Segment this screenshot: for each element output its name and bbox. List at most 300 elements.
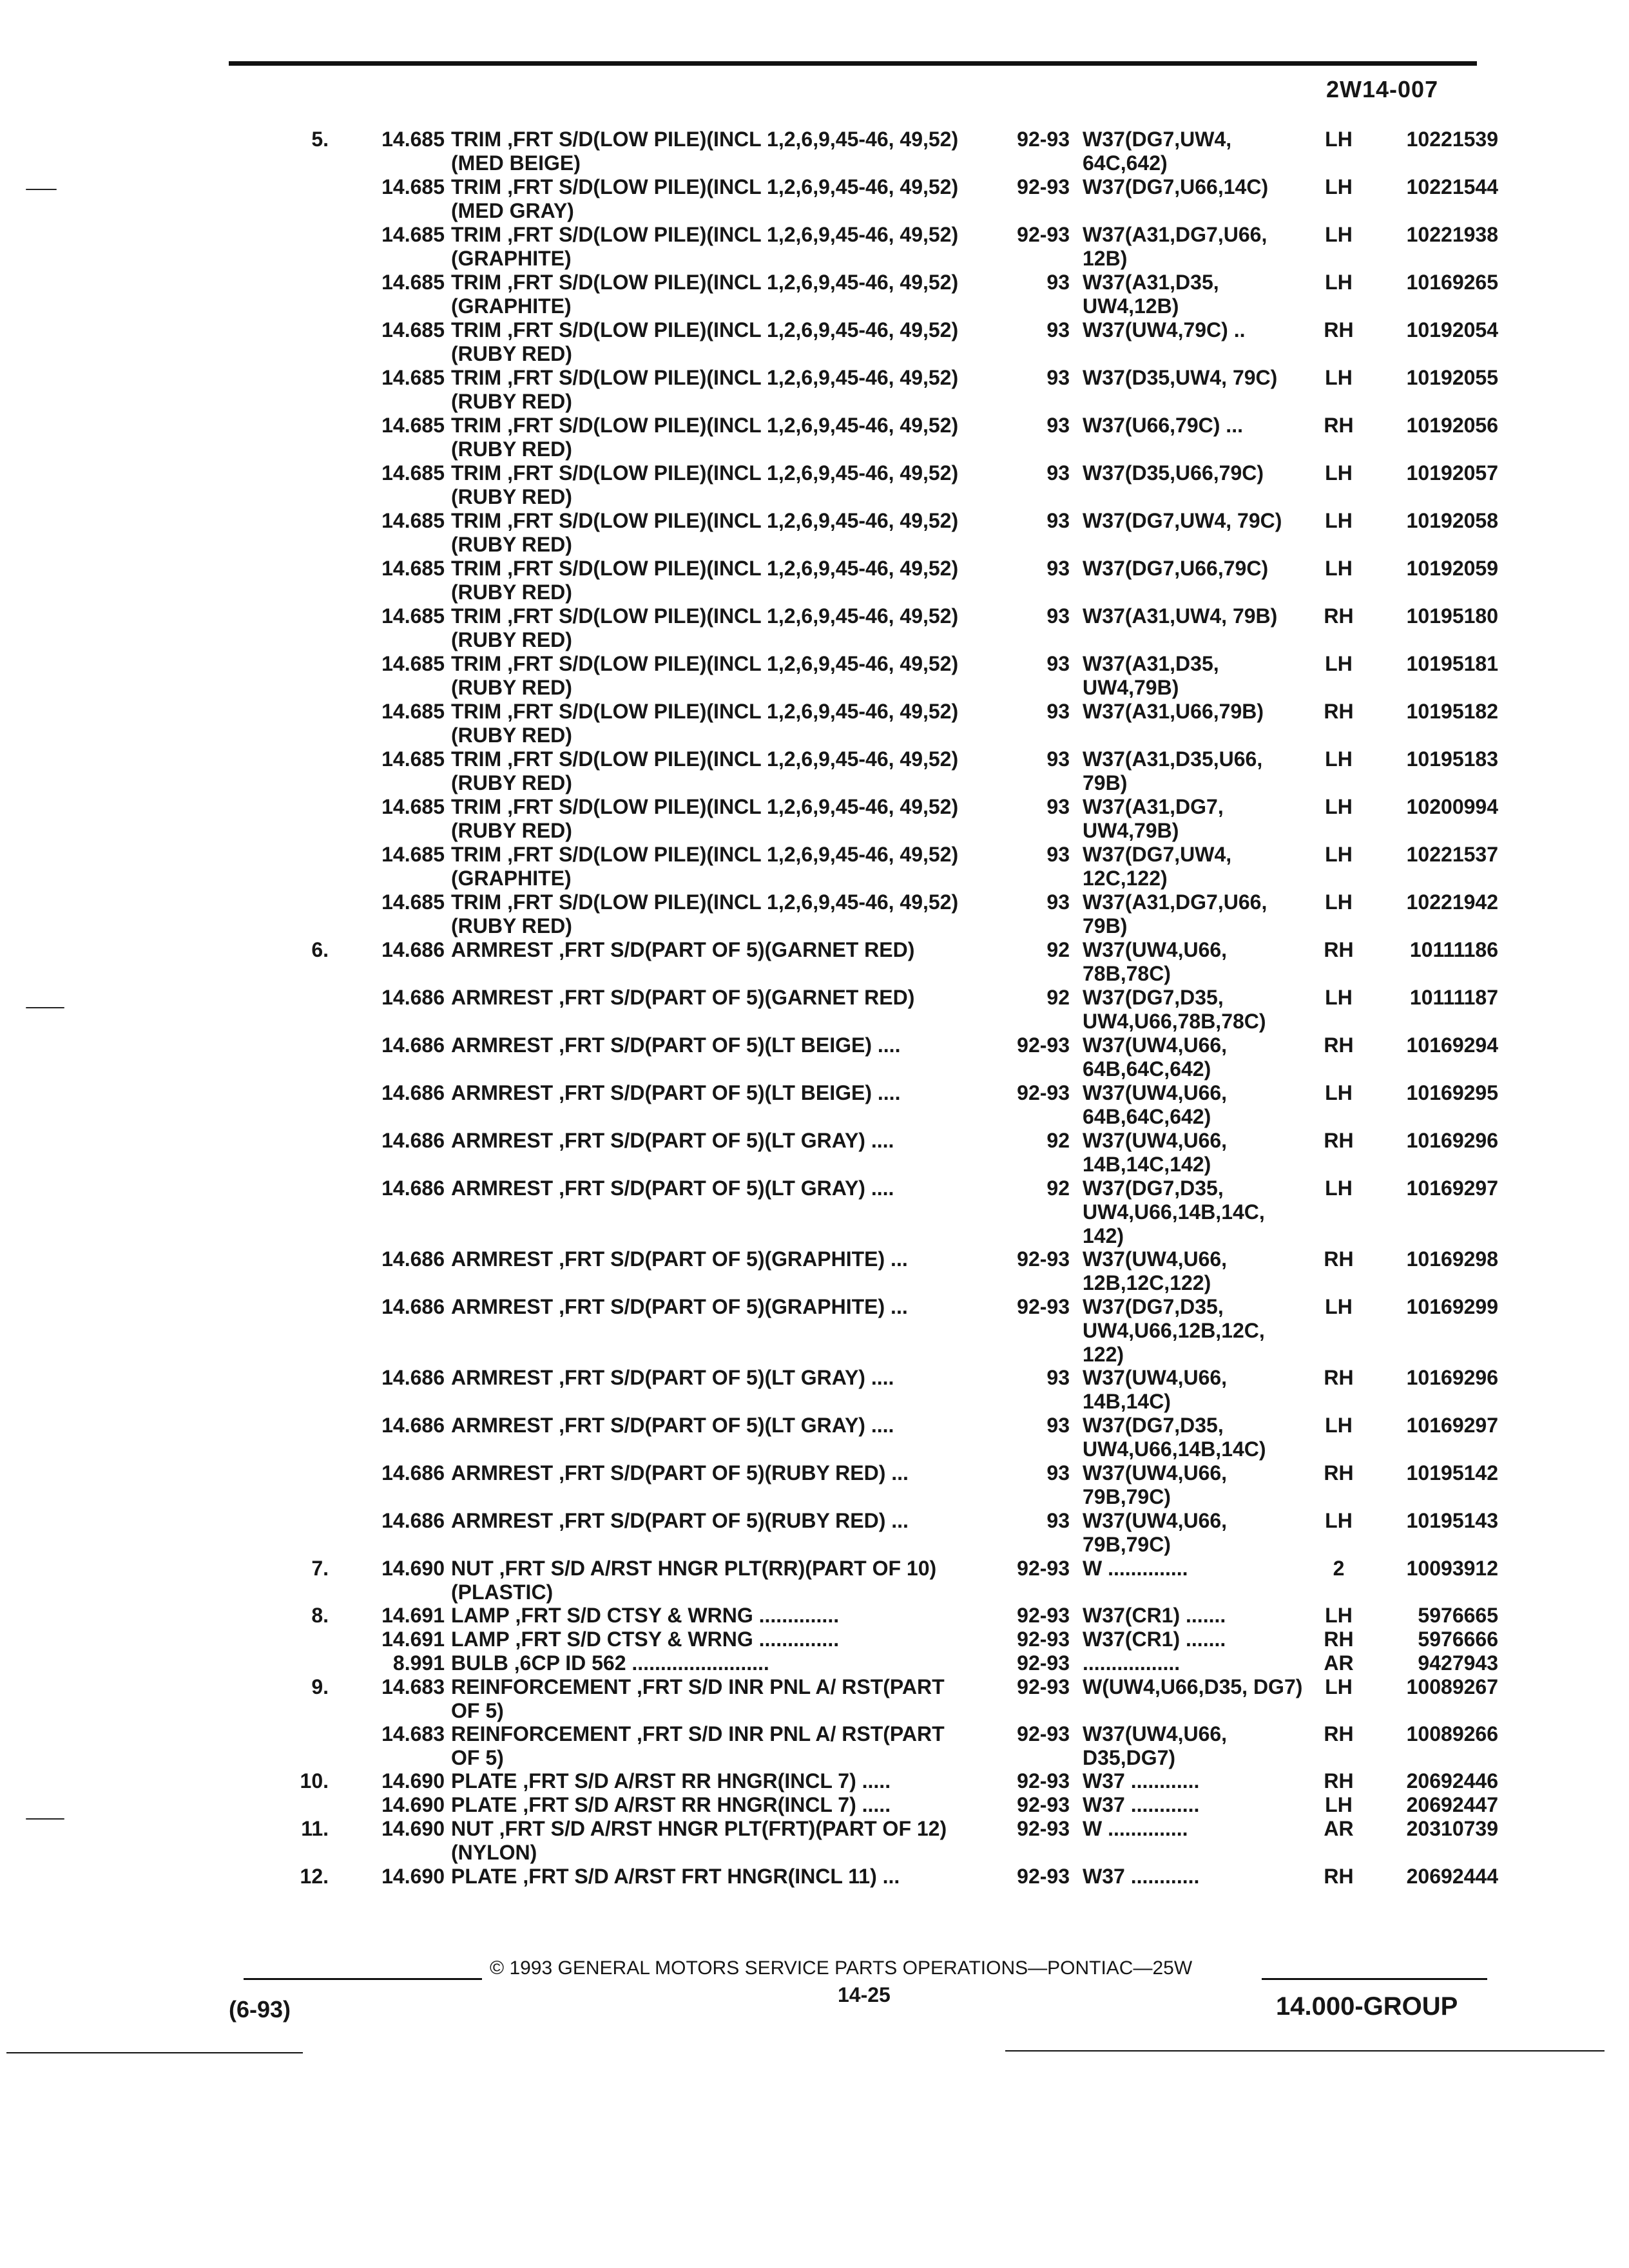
model-years: 92-93 (1017, 1295, 1070, 1318)
usage-codes: W37(DG7,UW4, 64C,642) (1083, 128, 1232, 175)
side: LH (1325, 795, 1353, 818)
description (451, 509, 973, 557)
side: LH (1325, 986, 1353, 1009)
part-detail: ,FRT S/D(PART OF 5)(GRAPHITE) ... (553, 1295, 908, 1318)
model-years: 93 (1046, 652, 1070, 675)
part-name: TRIM (451, 461, 502, 485)
side: RH (1324, 318, 1354, 341)
part-name: ARMREST (451, 1247, 554, 1271)
part-number: 10195183 (1406, 747, 1498, 771)
description (451, 700, 973, 747)
part-number: 10195142 (1406, 1461, 1498, 1485)
part-name: NUT (451, 1817, 494, 1840)
side: LH (1325, 1509, 1353, 1532)
side: LH (1325, 509, 1353, 532)
reference-number: 14.685 (381, 414, 445, 437)
side: LH (1325, 128, 1353, 151)
usage-codes: W37(A31,D35,U66, 79B) (1083, 747, 1263, 794)
part-name: ARMREST (451, 1509, 554, 1532)
part-detail: ,FRT S/D INR PNL A/ RST(PART OF 5) (451, 1675, 945, 1722)
model-years: 92-93 (1017, 1628, 1070, 1651)
part-number: 20310739 (1406, 1817, 1498, 1840)
description (451, 1461, 973, 1485)
part-detail: ,FRT S/D A/RST RR HNGR(INCL 7) ..... (517, 1793, 891, 1816)
part-name: TRIM (451, 700, 502, 723)
part-detail: ,FRT S/D(LOW PILE)(INCL 1,2,6,9,45-46, 49,52)(GRAPHITE) (451, 271, 959, 318)
side: RH (1324, 1722, 1354, 1745)
part-number: 10093912 (1406, 1557, 1498, 1580)
model-years: 93 (1046, 1461, 1070, 1485)
usage-codes: W37(D35,U66,79C) (1083, 461, 1264, 485)
part-number: 10169295 (1406, 1081, 1498, 1104)
part-name: TRIM (451, 366, 502, 389)
part-detail: ,FRT S/D(LOW PILE)(INCL 1,2,6,9,45-46, 49,52)(RUBY RED) (451, 652, 959, 699)
description (451, 1557, 973, 1604)
description (451, 1247, 973, 1271)
part-number: 10192059 (1406, 557, 1498, 580)
part-number: 10195180 (1406, 604, 1498, 628)
model-years: 93 (1046, 366, 1070, 389)
description (451, 414, 973, 461)
item-number: 12. (300, 1865, 329, 1888)
part-number: 10221539 (1406, 128, 1498, 151)
part-number: 5976665 (1418, 1604, 1498, 1627)
usage-codes: W(UW4,U66,D35, DG7) (1083, 1675, 1303, 1698)
usage-codes: W37(A31,D35, UW4,79B) (1083, 652, 1219, 699)
reference-number: 14.685 (381, 366, 445, 389)
description (451, 1651, 973, 1675)
item-number: 7. (311, 1557, 329, 1580)
page-code: 2W14-007 (1326, 76, 1439, 102)
reference-number: 14.685 (381, 128, 445, 151)
reference-number: 8.991 (392, 1651, 445, 1675)
usage-codes: W37(A31,U66,79B) (1083, 700, 1264, 723)
side: AR (1324, 1651, 1354, 1675)
model-years: 93 (1046, 747, 1070, 771)
description (451, 128, 973, 175)
usage-codes: W37(DG7,D35, UW4,U66,14B,14C) (1083, 1414, 1266, 1461)
side: LH (1325, 1414, 1353, 1437)
part-detail: ,FRT S/D A/RST HNGR PLT(FRT)(PART OF 12)(NYLON) (451, 1817, 947, 1864)
bottom-rule (6, 2052, 303, 2053)
part-detail: ,FRT S/D(PART OF 5)(LT GRAY) .... (553, 1414, 894, 1437)
part-detail: ,FRT S/D(PART OF 5)(GRAPHITE) ... (553, 1247, 908, 1271)
usage-codes: W37(UW4,U66, 14B,14C) (1083, 1366, 1228, 1413)
footer-rule-right (1262, 1978, 1487, 1980)
part-number: 10192058 (1406, 509, 1498, 532)
top-rule (229, 61, 1477, 66)
usage-codes: W37(UW4,79C) .. (1083, 318, 1246, 341)
part-detail: ,FRT S/D A/RST RR HNGR(INCL 7) ..... (517, 1769, 891, 1792)
reference-number: 14.686 (381, 986, 445, 1009)
reference-number: 14.685 (381, 318, 445, 341)
usage-codes: W37(A31,DG7,U66, 12B) (1083, 223, 1268, 270)
side: LH (1325, 461, 1353, 485)
side: LH (1325, 890, 1353, 914)
description (451, 1295, 973, 1319)
description (451, 1722, 973, 1770)
usage-codes: W37(DG7,U66,14C) (1083, 175, 1269, 198)
part-detail: ,FRT S/D(LOW PILE)(INCL 1,2,6,9,45-46, 49,52)(RUBY RED) (451, 604, 959, 651)
usage-codes: W37 ............ (1083, 1793, 1200, 1816)
side: RH (1324, 1247, 1354, 1271)
model-years: 93 (1046, 557, 1070, 580)
item-number: 8. (311, 1604, 329, 1627)
model-years: 92 (1046, 1129, 1070, 1152)
usage-codes: W37(UW4,U66, 78B,78C) (1083, 938, 1228, 985)
model-years: 93 (1046, 461, 1070, 485)
usage-codes: W37(A31,D35, UW4,12B) (1083, 271, 1219, 318)
reference-number: 14.686 (381, 1177, 445, 1200)
reference-number: 14.686 (381, 1461, 445, 1485)
part-name: ARMREST (451, 1414, 554, 1437)
reference-number: 14.685 (381, 700, 445, 723)
usage-codes: W37(A31,DG7,U66, 79B) (1083, 890, 1268, 937)
part-name: ARMREST (451, 1366, 554, 1389)
part-name: REINFORCEMENT (451, 1675, 631, 1698)
side: RH (1324, 604, 1354, 628)
reference-number: 14.685 (381, 271, 445, 294)
description (451, 1675, 973, 1723)
side: LH (1325, 366, 1353, 389)
side: 2 (1333, 1557, 1345, 1580)
reference-number: 14.691 (381, 1604, 445, 1627)
part-name: LAMP (451, 1604, 510, 1627)
usage-codes: W37(DG7,UW4, 12C,122) (1083, 843, 1232, 890)
part-detail: ,FRT S/D(LOW PILE)(INCL 1,2,6,9,45-46, 49,52)(RUBY RED) (451, 557, 959, 604)
part-detail: ,FRT S/D(PART OF 5)(GARNET RED) (553, 986, 915, 1009)
usage-codes: W37(U66,79C) ... (1083, 414, 1243, 437)
part-name: TRIM (451, 747, 502, 771)
side: RH (1324, 1461, 1354, 1485)
part-number: 10089266 (1406, 1722, 1498, 1745)
part-detail: ,FRT S/D(LOW PILE)(INCL 1,2,6,9,45-46, 49,52)(MED GRAY) (451, 175, 959, 222)
reference-number: 14.683 (381, 1675, 445, 1698)
part-detail: ,FRT S/D(LOW PILE)(INCL 1,2,6,9,45-46, 49,52)(MED BEIGE) (451, 128, 959, 175)
model-years: 92 (1046, 1177, 1070, 1200)
part-name: ARMREST (451, 1081, 554, 1104)
usage-codes: W37(DG7,UW4, 79C) (1083, 509, 1282, 532)
reference-number: 14.685 (381, 890, 445, 914)
usage-codes: W37 ............ (1083, 1865, 1200, 1888)
part-detail: ,FRT S/D A/RST FRT HNGR(INCL 11) ... (517, 1865, 900, 1888)
part-number: 5976666 (1418, 1628, 1498, 1651)
reference-number: 14.686 (381, 1033, 445, 1057)
reference-number: 14.690 (381, 1793, 445, 1816)
part-detail: ,FRT S/D A/RST HNGR PLT(RR)(PART OF 10)(PLASTIC) (451, 1557, 937, 1604)
usage-codes: W37(UW4,U66, 12B,12C,122) (1083, 1247, 1228, 1294)
part-number: 10169297 (1406, 1414, 1498, 1437)
usage-codes: W .............. (1083, 1817, 1188, 1840)
reference-number: 14.685 (381, 223, 445, 246)
reference-number: 14.690 (381, 1865, 445, 1888)
part-name: ARMREST (451, 1129, 554, 1152)
part-detail: ,FRT S/D(LOW PILE)(INCL 1,2,6,9,45-46, 49,52)(RUBY RED) (451, 700, 959, 747)
model-years: 92-93 (1017, 1557, 1070, 1580)
model-years: 92-93 (1017, 1651, 1070, 1675)
reference-number: 14.685 (381, 604, 445, 628)
part-detail: ,FRT S/D(LOW PILE)(INCL 1,2,6,9,45-46, 49,52)(RUBY RED) (451, 318, 959, 365)
description (451, 557, 973, 604)
usage-codes: W37(UW4,U66, 64B,64C,642) (1083, 1033, 1228, 1081)
usage-codes: W .............. (1083, 1557, 1188, 1580)
model-years: 92-93 (1017, 1817, 1070, 1840)
side: RH (1324, 1366, 1354, 1389)
part-name: TRIM (451, 509, 502, 532)
model-years: 93 (1046, 890, 1070, 914)
part-detail: ,FRT S/D(LOW PILE)(INCL 1,2,6,9,45-46, 49,52)(GRAPHITE) (451, 223, 959, 270)
part-name: ARMREST (451, 938, 554, 961)
reference-number: 14.686 (381, 938, 445, 961)
model-years: 92-93 (1017, 1769, 1070, 1792)
side: LH (1325, 652, 1353, 675)
bottom-rule (1005, 2050, 1605, 2052)
part-detail: ,FRT S/D(PART OF 5)(GARNET RED) (553, 938, 915, 961)
model-years: 93 (1046, 1509, 1070, 1532)
side: LH (1325, 747, 1353, 771)
model-years: 93 (1046, 414, 1070, 437)
part-name: NUT (451, 1557, 494, 1580)
model-years: 92-93 (1017, 128, 1070, 151)
description (451, 986, 973, 1010)
side: LH (1325, 1675, 1353, 1698)
part-detail: ,FRT S/D CTSY & WRNG .............. (509, 1628, 840, 1651)
model-years: 92 (1046, 986, 1070, 1009)
description (451, 1081, 973, 1105)
part-number: 10169296 (1406, 1129, 1498, 1152)
part-name: ARMREST (451, 1033, 554, 1057)
item-number: 11. (301, 1817, 329, 1840)
part-name: TRIM (451, 795, 502, 818)
part-number: 20692447 (1406, 1793, 1498, 1816)
side: RH (1324, 938, 1354, 961)
usage-codes: W37(DG7,D35, UW4,U66,78B,78C) (1083, 986, 1266, 1033)
description (451, 1033, 973, 1057)
part-detail: ,FRT S/D(LOW PILE)(INCL 1,2,6,9,45-46, 49,52)(RUBY RED) (451, 461, 959, 508)
side: RH (1324, 414, 1354, 437)
model-years: 93 (1046, 271, 1070, 294)
usage-codes: W37(A31,DG7, UW4,79B) (1083, 795, 1224, 842)
part-number: 10221942 (1406, 890, 1498, 914)
margin-mark (26, 189, 57, 190)
item-number: 9. (311, 1675, 329, 1698)
side: LH (1325, 843, 1353, 866)
reference-number: 14.686 (381, 1247, 445, 1271)
description (451, 1509, 973, 1533)
reference-number: 14.686 (381, 1366, 445, 1389)
model-years: 92 (1046, 938, 1070, 961)
page-number: 14-25 (838, 1983, 891, 2006)
usage-codes: W37(UW4,U66, 79B,79C) (1083, 1461, 1228, 1508)
reference-number: 14.685 (381, 652, 445, 675)
reference-number: 14.685 (381, 175, 445, 198)
description (451, 1793, 973, 1817)
side: LH (1325, 1081, 1353, 1104)
part-name: ARMREST (451, 1177, 554, 1200)
part-detail: ,FRT S/D(LOW PILE)(INCL 1,2,6,9,45-46, 49,52)(GRAPHITE) (451, 843, 959, 890)
part-detail: ,6CP ID 562 ........................ (508, 1651, 769, 1675)
usage-codes: W37(UW4,U66, D35,DG7) (1083, 1722, 1228, 1769)
part-number: 9427943 (1418, 1651, 1498, 1675)
part-name: REINFORCEMENT (451, 1722, 631, 1745)
part-name: TRIM (451, 175, 502, 198)
part-name: TRIM (451, 652, 502, 675)
part-detail: ,FRT S/D(PART OF 5)(LT BEIGE) .... (553, 1081, 901, 1104)
usage-codes: W37(UW4,U66, 79B,79C) (1083, 1509, 1228, 1556)
description (451, 1414, 973, 1437)
usage-codes: W37(DG7,D35, UW4,U66,12B,12C, 122) (1083, 1295, 1265, 1366)
reference-number: 14.685 (381, 843, 445, 866)
part-number: 10195181 (1406, 652, 1498, 675)
revision-date: (6-93) (229, 1996, 291, 2023)
part-name: TRIM (451, 604, 502, 628)
part-detail: ,FRT S/D(PART OF 5)(RUBY RED) ... (553, 1461, 909, 1485)
part-detail: ,FRT S/D(LOW PILE)(INCL 1,2,6,9,45-46, 49,52)(RUBY RED) (451, 414, 959, 461)
reference-number: 14.685 (381, 747, 445, 771)
part-detail: ,FRT S/D(LOW PILE)(INCL 1,2,6,9,45-46, 49,52)(RUBY RED) (451, 795, 959, 842)
model-years: 93 (1046, 1366, 1070, 1389)
usage-codes: W37(CR1) ....... (1083, 1604, 1226, 1627)
reference-number: 14.691 (381, 1628, 445, 1651)
side: LH (1325, 1604, 1353, 1627)
description (451, 843, 973, 890)
description (451, 1865, 973, 1888)
side: RH (1324, 1769, 1354, 1792)
part-number: 10169296 (1406, 1366, 1498, 1389)
usage-codes: W37(UW4,U66, 64B,64C,642) (1083, 1081, 1228, 1128)
usage-codes: W37 ............ (1083, 1769, 1200, 1792)
description (451, 938, 973, 962)
model-years: 93 (1046, 1414, 1070, 1437)
model-years: 92-93 (1017, 1081, 1070, 1104)
part-number: 10169299 (1406, 1295, 1498, 1318)
side: RH (1324, 700, 1354, 723)
usage-codes: W37(UW4,U66, 14B,14C,142) (1083, 1129, 1228, 1176)
reference-number: 14.690 (381, 1817, 445, 1840)
description (451, 223, 973, 271)
part-number: 10169297 (1406, 1177, 1498, 1200)
side: LH (1325, 1177, 1353, 1200)
part-name: BULB (451, 1651, 508, 1675)
part-detail: ,FRT S/D CTSY & WRNG .............. (509, 1604, 840, 1627)
model-years: 93 (1046, 843, 1070, 866)
description (451, 652, 973, 700)
description (451, 175, 973, 223)
reference-number: 14.686 (381, 1081, 445, 1104)
part-number: 10169265 (1406, 271, 1498, 294)
part-detail: ,FRT S/D(LOW PILE)(INCL 1,2,6,9,45-46, 49,52)(RUBY RED) (451, 747, 959, 794)
part-name: PLATE (451, 1865, 517, 1888)
item-number: 5. (311, 128, 329, 151)
reference-number: 14.685 (381, 795, 445, 818)
description (451, 747, 973, 795)
reference-number: 14.690 (381, 1769, 445, 1792)
copyright: © 1993 GENERAL MOTORS SERVICE PARTS OPERATIONS—PONTIAC—25W (490, 1957, 1193, 1979)
side: RH (1324, 1129, 1354, 1152)
model-years: 93 (1046, 509, 1070, 532)
part-number: 10111187 (1409, 986, 1498, 1009)
reference-number: 14.686 (381, 1414, 445, 1437)
reference-number: 14.685 (381, 509, 445, 532)
part-number: 10200994 (1406, 795, 1498, 818)
part-detail: ,FRT S/D(LOW PILE)(INCL 1,2,6,9,45-46, 49,52)(RUBY RED) (451, 366, 959, 413)
description (451, 795, 973, 843)
part-detail: ,FRT S/D(PART OF 5)(RUBY RED) ... (553, 1509, 909, 1532)
part-name: TRIM (451, 890, 502, 914)
description (451, 1628, 973, 1651)
reference-number: 14.683 (381, 1722, 445, 1745)
model-years: 92-93 (1017, 1865, 1070, 1888)
part-detail: ,FRT S/D(PART OF 5)(LT BEIGE) .... (553, 1033, 901, 1057)
model-years: 93 (1046, 700, 1070, 723)
part-number: 10221938 (1406, 223, 1498, 246)
usage-codes: W37(D35,UW4, 79C) (1083, 366, 1278, 389)
part-number: 10192054 (1406, 318, 1498, 341)
model-years: 92-93 (1017, 223, 1070, 246)
part-detail: ,FRT S/D(PART OF 5)(LT GRAY) .... (553, 1129, 894, 1152)
usage-codes: W37(DG7,D35, UW4,U66,14B,14C, 142) (1083, 1177, 1265, 1247)
reference-number: 14.686 (381, 1129, 445, 1152)
part-number: 10192057 (1406, 461, 1498, 485)
usage-codes: W37(CR1) ....... (1083, 1628, 1226, 1651)
part-number: 10195143 (1406, 1509, 1498, 1532)
usage-codes: W37(A31,UW4, 79B) (1083, 604, 1278, 628)
description (451, 1769, 973, 1793)
description (451, 366, 973, 414)
part-detail: ,FRT S/D(LOW PILE)(INCL 1,2,6,9,45-46, 49,52)(RUBY RED) (451, 509, 959, 556)
model-years: 93 (1046, 795, 1070, 818)
model-years: 92-93 (1017, 1675, 1070, 1698)
part-name: ARMREST (451, 986, 554, 1009)
description (451, 271, 973, 318)
part-number: 10192055 (1406, 366, 1498, 389)
part-detail: ,FRT S/D(PART OF 5)(LT GRAY) .... (553, 1177, 894, 1200)
part-name: LAMP (451, 1628, 510, 1651)
part-number: 10221537 (1406, 843, 1498, 866)
part-number: 10195182 (1406, 700, 1498, 723)
part-number: 10169298 (1406, 1247, 1498, 1271)
description (451, 1817, 973, 1865)
margin-mark (26, 1818, 64, 1820)
side: LH (1325, 1295, 1353, 1318)
item-number: 6. (311, 938, 329, 961)
description (451, 890, 973, 938)
model-years: 93 (1046, 318, 1070, 341)
reference-number: 14.690 (381, 1557, 445, 1580)
model-years: 92-93 (1017, 175, 1070, 198)
usage-codes: ................. (1083, 1651, 1181, 1675)
side: LH (1325, 175, 1353, 198)
part-name: TRIM (451, 414, 502, 437)
reference-number: 14.686 (381, 1509, 445, 1532)
description (451, 1366, 973, 1390)
margin-mark (26, 1007, 64, 1008)
model-years: 93 (1046, 604, 1070, 628)
footer-rule-left (244, 1978, 482, 1980)
side: LH (1325, 557, 1353, 580)
model-years: 92-93 (1017, 1247, 1070, 1271)
side: RH (1324, 1033, 1354, 1057)
part-number: 10192056 (1406, 414, 1498, 437)
model-years: 92-93 (1017, 1722, 1070, 1745)
description (451, 461, 973, 509)
side: RH (1324, 1865, 1354, 1888)
reference-number: 14.685 (381, 557, 445, 580)
part-detail: ,FRT S/D(PART OF 5)(LT GRAY) .... (553, 1366, 894, 1389)
part-name: ARMREST (451, 1461, 554, 1485)
part-name: PLATE (451, 1769, 517, 1792)
reference-number: 14.685 (381, 461, 445, 485)
